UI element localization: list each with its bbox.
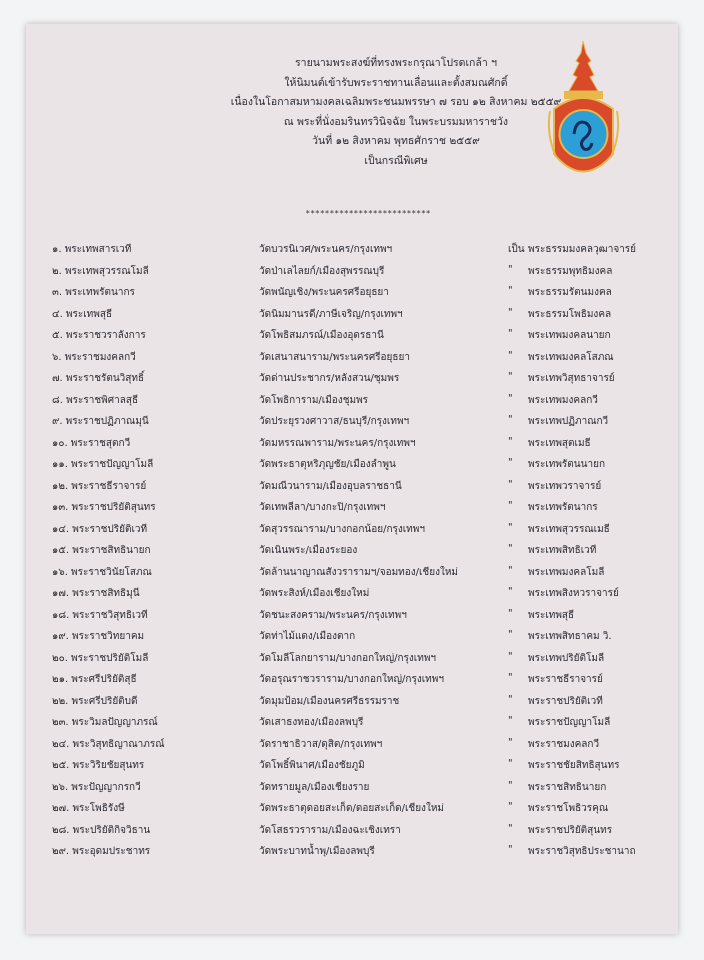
temple-location: วัดพระธาตุดอยสะเก็ด/ดอยสะเก็ด/เชียงใหม่ [259, 803, 445, 814]
monk-new-title: พระเทพสิทธิเวที [528, 545, 597, 556]
monk-new-title: พระเทพสุวรรณเมธี [528, 523, 610, 535]
temple-location: วัดป่าเลไลยก์/เมืองสุพรรณบุรี [259, 265, 385, 277]
ditto-mark: " [508, 607, 513, 619]
list-item [26, 737, 678, 759]
temple-location: วัดโสธรวราราม/เมืองฉะเชิงเทรา [259, 824, 401, 836]
header-line-3: เนื่องในโอกาสมหามงคลเฉลิมพระชนมพรรษา ๗ รอบ ๑๒ สิงหาคม ๒๕๕๙ [230, 96, 562, 108]
monk-current-title: ๒๑. พระศรีปริยัติสุธี [52, 674, 137, 685]
ditto-mark: " [508, 629, 513, 640]
list-item [26, 565, 678, 587]
list-item [26, 436, 678, 458]
monk-new-title: พระเทพสิงหวราจารย์ [528, 588, 619, 599]
list-item [26, 479, 678, 501]
monk-new-title: พระราชสิทธินายก [528, 781, 607, 793]
monk-current-title: ๒๓. พระวิมลปัญญาภรณ์ [52, 717, 158, 728]
monk-new-title: พระเทพรัตนากร [528, 502, 598, 513]
ditto-mark: " [508, 306, 513, 318]
temple-location: วัดบวรนิเวศ/พระนคร/กรุงเทพฯ [259, 244, 393, 255]
ditto-mark: " [508, 285, 513, 296]
temple-location: วัดล้านนาญาณสังวรารามฯ/จอมทอง/เชียงใหม่ [259, 566, 459, 578]
monk-current-title: ๓. พระเทพรัตนากร [52, 287, 135, 298]
header-line-2: ให้นิมนต์เข้ารับพระราชทานเลื่อนและตั้งสมณศักดิ์ [284, 76, 508, 89]
ditto-mark: " [508, 328, 513, 339]
monk-current-title: ๔. พระเทพสุธี [52, 308, 113, 320]
monk-current-title: ๑๘. พระราชวิสุทธิเวที [52, 609, 148, 621]
ditto-mark: " [508, 758, 513, 769]
temple-location: วัดเนินพระ/เมืองระยอง [259, 545, 358, 556]
temple-location: วัดพระสิงห์/เมืองเชียงใหม่ [259, 588, 370, 599]
temple-location: วัดอรุณราชวราราม/บางกอกใหญ่/กรุงเทพฯ [259, 674, 444, 685]
monk-new-title: พระเทพสุตเมธี [528, 437, 591, 449]
temple-location: วัดมหรรณพาราม/พระนคร/กรุงเทพฯ [259, 437, 416, 449]
monk-current-title: ๒๖. พระปัญญากรกวี [52, 781, 141, 793]
ditto-mark: " [508, 650, 513, 662]
monk-new-title: พระเทพวิสุทธาจารย์ [528, 373, 615, 384]
monk-current-title: ๕. พระราชวราลังการ [52, 330, 146, 341]
ditto-mark: " [508, 349, 513, 361]
header-line-4: ณ พระที่นั่งอมรินทรวินิจฉัย ในพระบรมมหาราชวัง [283, 115, 509, 128]
monk-current-title: ๑๓. พระราชปริยัติสุนทร [52, 502, 156, 513]
monk-new-title: พระเทพวราจารย์ [528, 480, 602, 492]
ditto-mark: " [508, 586, 513, 597]
temple-location: วัดสุวรรณาราม/บางกอกน้อย/กรุงเทพฯ [259, 523, 425, 535]
temple-location: วัดทรายมูล/เมืองเชียงราย [259, 781, 370, 793]
temple-location: วัดพระธาตุหริภุญชัย/เมืองลำพูน [259, 459, 396, 470]
monk-new-title: พระเทพรัตนนายก [528, 459, 606, 470]
ditto-mark: " [508, 672, 513, 683]
ditto-mark: " [508, 801, 513, 812]
monk-new-title: พระราชโพธิวรคุณ [528, 803, 609, 814]
header-line-5: วันที่ ๑๒ สิงหาคม พุทธศักราช ๒๕๕๙ [312, 135, 480, 147]
list-item [26, 350, 678, 372]
monk-new-title: พระราชธีราจารย์ [528, 674, 603, 685]
list-item [26, 371, 678, 393]
ditto-mark: " [508, 693, 513, 705]
list-item [26, 629, 678, 651]
monk-new-title: พระธรรมรัตนมงคล [528, 287, 612, 298]
monk-current-title: ๒๔. พระวิสุทธิญาณาภรณ์ [52, 738, 165, 750]
monk-new-title: พระราชชัยสิทธิสุนทร [528, 760, 620, 771]
header-line-6: เป็นกรณีพิเศษ [364, 154, 428, 167]
ditto-mark: " [508, 844, 513, 855]
monk-current-title: ๑๔. พระราชปริยัติเวที [52, 523, 148, 535]
ditto-mark: " [508, 414, 513, 425]
list-item [26, 715, 678, 737]
ditto-mark: " [508, 779, 513, 791]
ditto-mark: " [508, 521, 513, 533]
monk-new-title: พระธรรมพุทธิมงคล [528, 265, 613, 277]
monk-current-title: ๒๙. พระอุดมประชาทร [52, 846, 151, 857]
temple-location: วัดพนัญเชิง/พระนครศรีอยุธยา [259, 287, 389, 298]
monk-new-title: พระราชวิสุทธิประชานาถ [528, 846, 636, 857]
ditto-mark: " [508, 263, 513, 275]
monk-current-title: ๙. พระราชปฏิภาณมุนี [52, 416, 149, 427]
appointment-list [26, 242, 678, 866]
ditto-mark: " [508, 371, 513, 382]
temple-location: วัดมณีวนาราม/เมืองอุบลราชธานี [259, 480, 402, 492]
list-item [26, 543, 678, 565]
monk-current-title: ๑๕. พระราชสิทธินายก [52, 545, 151, 556]
list-item [26, 694, 678, 716]
ditto-mark: " [508, 478, 513, 490]
monk-new-title: พระราชปริยัติเวที [528, 695, 603, 707]
header-line-1: รายนามพระสงฆ์ที่ทรงพระกรุณาโปรดเกล้า ฯ [295, 57, 497, 69]
list-item [26, 801, 678, 823]
monk-current-title: ๒. พระเทพสุวรรณโมลี [52, 265, 149, 277]
list-item [26, 780, 678, 802]
monk-current-title: ๒๐. พระราชปริยัติโมลี [52, 652, 149, 664]
temple-location: วัดเทพลีลา/บางกะปิ/กรุงเทพฯ [259, 502, 386, 513]
monk-current-title: ๑๒. พระราชธีราจารย์ [52, 480, 147, 492]
ditto-mark: เป็น [508, 244, 525, 255]
ditto-mark: " [508, 500, 513, 511]
ditto-mark: " [508, 736, 513, 748]
list-item [26, 651, 678, 673]
monk-new-title: พระเทพสุธี [528, 609, 575, 621]
monk-new-title: พระเทพมงคลกวี [528, 394, 598, 406]
temple-location: วัดประยุรวงศาวาส/ธนบุรี/กรุงเทพฯ [259, 416, 410, 427]
monk-new-title: พระราชปัญญาโมลี [528, 717, 611, 728]
ditto-mark: " [508, 457, 513, 468]
list-item [26, 608, 678, 630]
list-item [26, 393, 678, 415]
monk-new-title: พระเทพสิทธาคม วิ. [528, 631, 612, 642]
ditto-mark: " [508, 715, 513, 726]
list-item [26, 586, 678, 608]
document-header [196, 54, 596, 171]
temple-location: วัดโพธิการาม/เมืองชุมพร [259, 394, 369, 406]
monk-current-title: ๖. พระราชมงคลกวี [52, 351, 136, 363]
list-item [26, 672, 678, 694]
royal-emblem-icon [546, 39, 621, 189]
monk-new-title: พระธรรมมงคลวุฒาจารย์ [528, 244, 637, 255]
list-item [26, 307, 678, 329]
list-item [26, 844, 678, 866]
list-item [26, 500, 678, 522]
monk-current-title: ๑๑. พระราชปัญญาโมลี [52, 459, 154, 470]
list-item [26, 522, 678, 544]
monk-new-title: พระราชปริยัติสุนทร [528, 824, 613, 836]
temple-location: วัดโพธิ์พินาศ/เมืองชัยภูมิ [259, 760, 365, 771]
monk-new-title: พระราชมงคลกวี [528, 738, 600, 750]
temple-location: วัดเสนาสนาราม/พระนครศรีอยุธยา [259, 351, 410, 363]
ditto-mark: " [508, 543, 513, 554]
document-sheet [26, 24, 678, 934]
ditto-mark: " [508, 435, 513, 447]
temple-location: วัดท่าไม้แดง/เมืองตาก [259, 631, 356, 642]
list-item [26, 285, 678, 307]
temple-location: วัดมุมป้อม/เมืองนครศรีธรรมราช [259, 695, 400, 707]
list-item [26, 758, 678, 780]
temple-location: วัดเสาธงทอง/เมืองลพบุรี [259, 717, 364, 728]
monk-current-title: ๒๘. พระปริยัติกิจวิธาน [52, 824, 151, 836]
list-item [26, 242, 678, 264]
temple-location: วัดชนะสงคราม/พระนคร/กรุงเทพฯ [259, 609, 407, 621]
ditto-mark: " [508, 564, 513, 576]
monk-new-title: พระธรรมโพธิมงคล [528, 308, 612, 320]
monk-current-title: ๒๒. พระศรีปริยัติบดี [52, 695, 138, 707]
temple-location: วัดนิมมานรดี/ภาษีเจริญ/กรุงเทพฯ [259, 308, 403, 320]
ditto-mark: " [508, 822, 513, 834]
list-item [26, 457, 678, 479]
temple-location: วัดพระบาทน้ำพุ/เมืองลพบุรี [259, 846, 375, 857]
monk-current-title: ๑๙. พระราชวิทยาคม [52, 631, 145, 642]
monk-current-title: ๑. พระเทพสารเวที [52, 244, 132, 255]
ditto-mark: " [508, 392, 513, 404]
temple-location: วัดโพธิสมภรณ์/เมืองอุดรธานี [259, 330, 384, 341]
temple-location: วัดด่านประชากร/หลังสวน/ชุมพร [259, 373, 400, 384]
monk-current-title: ๒๕. พระวิริยชัยสุนทร [52, 760, 145, 771]
temple-location: วัดราชาธิวาส/ดุสิต/กรุงเทพฯ [259, 738, 383, 750]
list-item [26, 264, 678, 286]
list-item [26, 328, 678, 350]
monk-new-title: พระเทพมงคลโสภณ [528, 351, 614, 363]
monk-new-title: พระเทพมงคลโมลี [528, 566, 605, 578]
list-item [26, 823, 678, 845]
temple-location: วัดโมลีโลกยาราม/บางกอกใหญ่/กรุงเทพฯ [259, 652, 437, 664]
monk-new-title: พระเทพปฏิภาณกวี [528, 416, 609, 427]
monk-current-title: ๑๗. พระราชสิทธิมุนี [52, 588, 140, 599]
monk-current-title: ๗. พระราชรัตนวิสุทธิ์ [52, 373, 145, 384]
monk-current-title: ๒๗. พระโพธิรังษี [52, 803, 125, 814]
list-item [26, 414, 678, 436]
monk-current-title: ๑๐. พระราชสุตกวี [52, 437, 131, 449]
divider-line: ************************** [305, 209, 431, 218]
monk-new-title: พระเทพมงคลนายก [528, 330, 611, 341]
monk-current-title: ๘. พระราชพิศาลสุธี [52, 394, 139, 406]
monk-new-title: พระเทพปริยัติโมลี [528, 652, 605, 664]
monk-current-title: ๑๖. พระราชวินัยโสภณ [52, 566, 152, 578]
